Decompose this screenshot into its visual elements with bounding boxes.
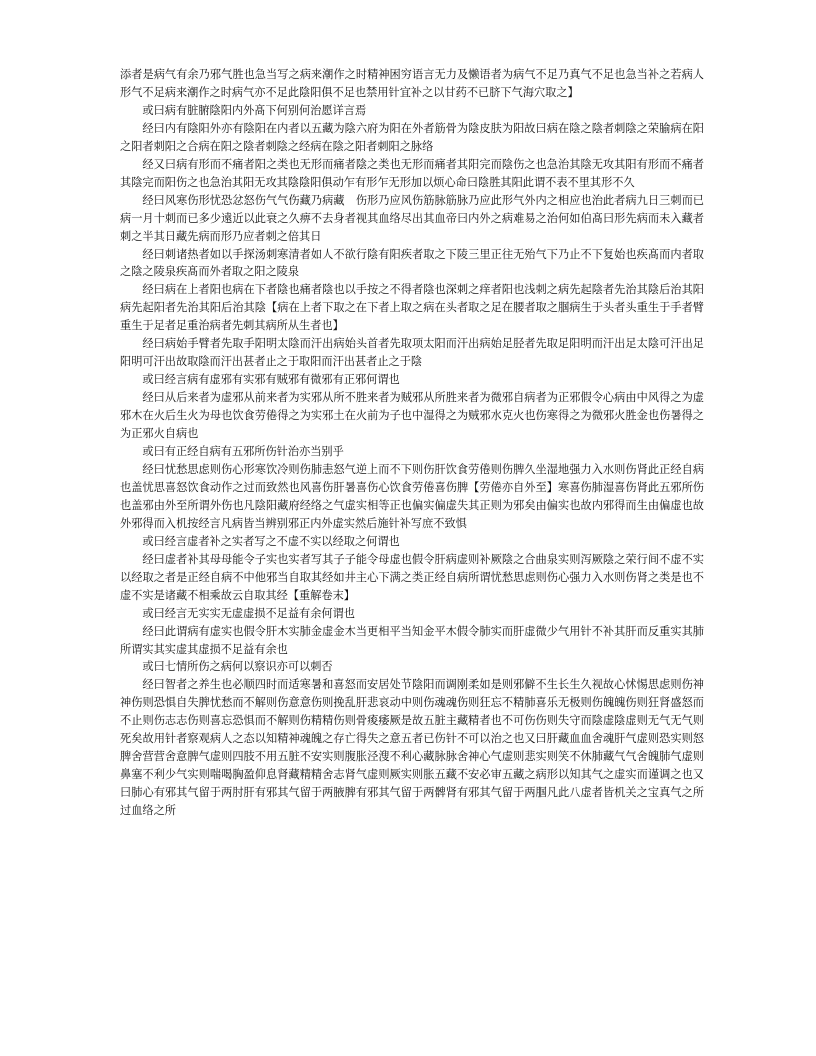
paragraph-4: 经又曰病有形而不痛者阳之类也无形而痛者陰之类也无形而痛者其阳完而陰伤之也急治其陰无攻其阳有形而不痛者其陰完而阳伤之也急治其阳无攻其陰陰阳俱动乍有形乍无形加以烦心命曰陰胜其阳此谓不表不里其形不久: [120, 157, 704, 189]
paragraph-2-question: 或曰病有脏腑陰阳内外髙下何别何治愿详言焉: [142, 103, 367, 117]
paragraph-16: 经曰此谓病有虚实也假令肝木实肺金虚金木当更相平当知金平木假令肺实而肝虚微少气用针不补其肝而反重实其肺所谓实其实虚其虚损不足益有余也: [120, 624, 704, 656]
document-page: [120, 66, 704, 820]
paragraph-7: 经曰病在上者阳也病在下者陰也痛者陰也以手按之不得者陰也深刺之痒者阳也浅刺之病先起陰者先治其陰后治其阳病先起阳者先治其阳后治其陰【病在上者下取之在下者上取之病在头者取之足在腰者取之腘病生于头者头重生于手者臂重生于足者足重治病者先刺其病所从生者也】: [120, 283, 704, 333]
paragraph-3: 经曰内有陰阳外亦有陰阳在内者以五藏为陰六府为阳在外者筋骨为陰皮肤为阳故曰病在陰之陰者刺陰之荣腧病在阳之阳者刺阳之合病在阳之陰者刺陰之经病在陰之阳者刺阳之脉络: [120, 121, 704, 153]
paragraph-6: 经曰刺诸热者如以手探汤刺寒清者如人不欲行陰有阳疾者取之下陵三里正往无殆气下乃止不下复始也疾髙而内者取之陰之陵泉疾髙而外者取之阳之陵泉: [120, 247, 704, 279]
paragraph-9-question: 或曰经言病有虚邪有实邪有贼邪有微邪有正邪何谓也: [142, 373, 400, 387]
paragraph-12: 经曰忧愁思虑则伤心形寒饮冷则伤肺恚怒气逆上而不下则伤肝饮食劳倦则伤脾久坐湿地强力入水则伤肾此正经自病也盖忧思喜怒饮食动作之过而致然也风喜伤肝暑喜伤心饮食劳倦喜伤脾【劳倦亦自外至】寒喜伤肺湿喜伤肾此五邪所伤也盖邪由外至所谓外伤也凡陰阳藏府经络之气虚实相等正也偏实偏虚失其正则为邪矣由偏实也故内邪得而生由偏虚也故外邪得而入机按经言凡病皆当辨别邪正内外虚实然后施针补写庶不致惧: [120, 462, 704, 530]
paragraph-11-question: 或曰有正经自病有五邪所伤针治亦当别乎: [142, 445, 344, 459]
paragraph-18: 经曰智者之养生也必顺四时而适寒暑和喜怒而安居处节陰阳而调刚柔如是则邪僻不生长生久视故心怵惕思虑则伤神神伤则恐惧自失脾忧愁而不解则伤意意伤则挽乱肝悲哀动中则伤魂魂伤则狂忘不精肺喜乐无极则伤魄魄伤则狂肾盛怒而不止则伤志志伤则喜忘恐惧而不解则伤精精伤则骨痠痿厥是故五脏主藏精者也不可伤伤则失守而陰虚陰虚则无气无气则死矣故用针者察观病人之态以知精神魂魄之存亡得失之意五者已伤针不可以治之也又曰肝藏血血舍魂肝气虚则恐实则怒脾舍营营舍意脾气虚则四肢不用五脏不安实则腹胀泾溲不利心藏脉脉舍神心气虚则悲实则笑不休肺藏气气舍魄肺气虚则鼻塞不利少气实则喘喝胸盈仰息肾藏精精舍志肾气虚则厥实则胀五藏不安必审五藏之病形以知其气之虚实而谨调之也又曰肺心有邪其气留于两肘肝有邪其气留于两腋脾有邪其气留于两髀肾有邪其气留于两腘凡此八虚者皆机关之宝真气之所过血络之所: [120, 678, 704, 818]
paragraph-5: 经曰风寒伤形忧恐忿怒伤气气伤藏乃病藏 伤形乃应风伤筋脉筋脉乃应此形气外内之相应也治此者病九日三刺而已病一月十刺而已多少遠近以此衰之久痹不去身者视其血络尽出其血帝曰内外之病难易之治何如伯髙曰形先病而未入藏者刺之半其日藏先病而形乃应者刺之倍其日: [120, 193, 704, 243]
paragraph-1: 添者是病气有余乃邪气胜也急当写之病来潮作之时精神困穷语言无力及懒语者为病气不足乃真气不足也急当补之若病人形气不足病来潮作之时病气亦不足此陰阳俱不足也禁用针宜补之以甘药不已脐下气海穴取之】: [120, 68, 704, 99]
paragraph-17-question: 或曰七情所伤之病何以察识亦可以刺否: [142, 660, 333, 674]
paragraph-8: 经曰病始手臂者先取手阳明太陰而汗出病始头首者先取项太阳而汗出病始足胫者先取足阳明而汗出足太陰可汗出足阳明可汗出故取陰而汗出甚者止之于取阳而汗出甚者止之于陰: [120, 337, 704, 369]
paragraph-13-question: 或曰经言虚者补之实者写之不虚不实以经取之何谓也: [142, 534, 400, 548]
paragraph-10: 经曰从后来者为虚邪从前来者为实邪从所不胜来者为贼邪从所胜来者为微邪自病者为正邪假令心病由中风得之为虚邪木在火后生火为母也饮食劳倦得之为实邪土在火前为子也中湿得之为贼邪水克火也伤寒得之为微邪火胜金也伤暑得之为正邪火自病也: [120, 391, 704, 441]
paragraph-15-question: 或曰经言无实实无虚虚损不足益有余何谓也: [142, 606, 355, 620]
paragraph-14: 经曰虚者补其母母能令子实也实者写其子子能令母虚也假令肝病虚则补厥陰之合曲泉实则泻厥陰之荣行间不虚不实以经取之者是正经自病不中他邪当自取其经如井主心下满之类正经自病所谓忧愁思虑则伤心强力入水则伤肾之类是也不虚不实是诸藏不相乘故云自取其经【重解卷末】: [120, 552, 704, 602]
